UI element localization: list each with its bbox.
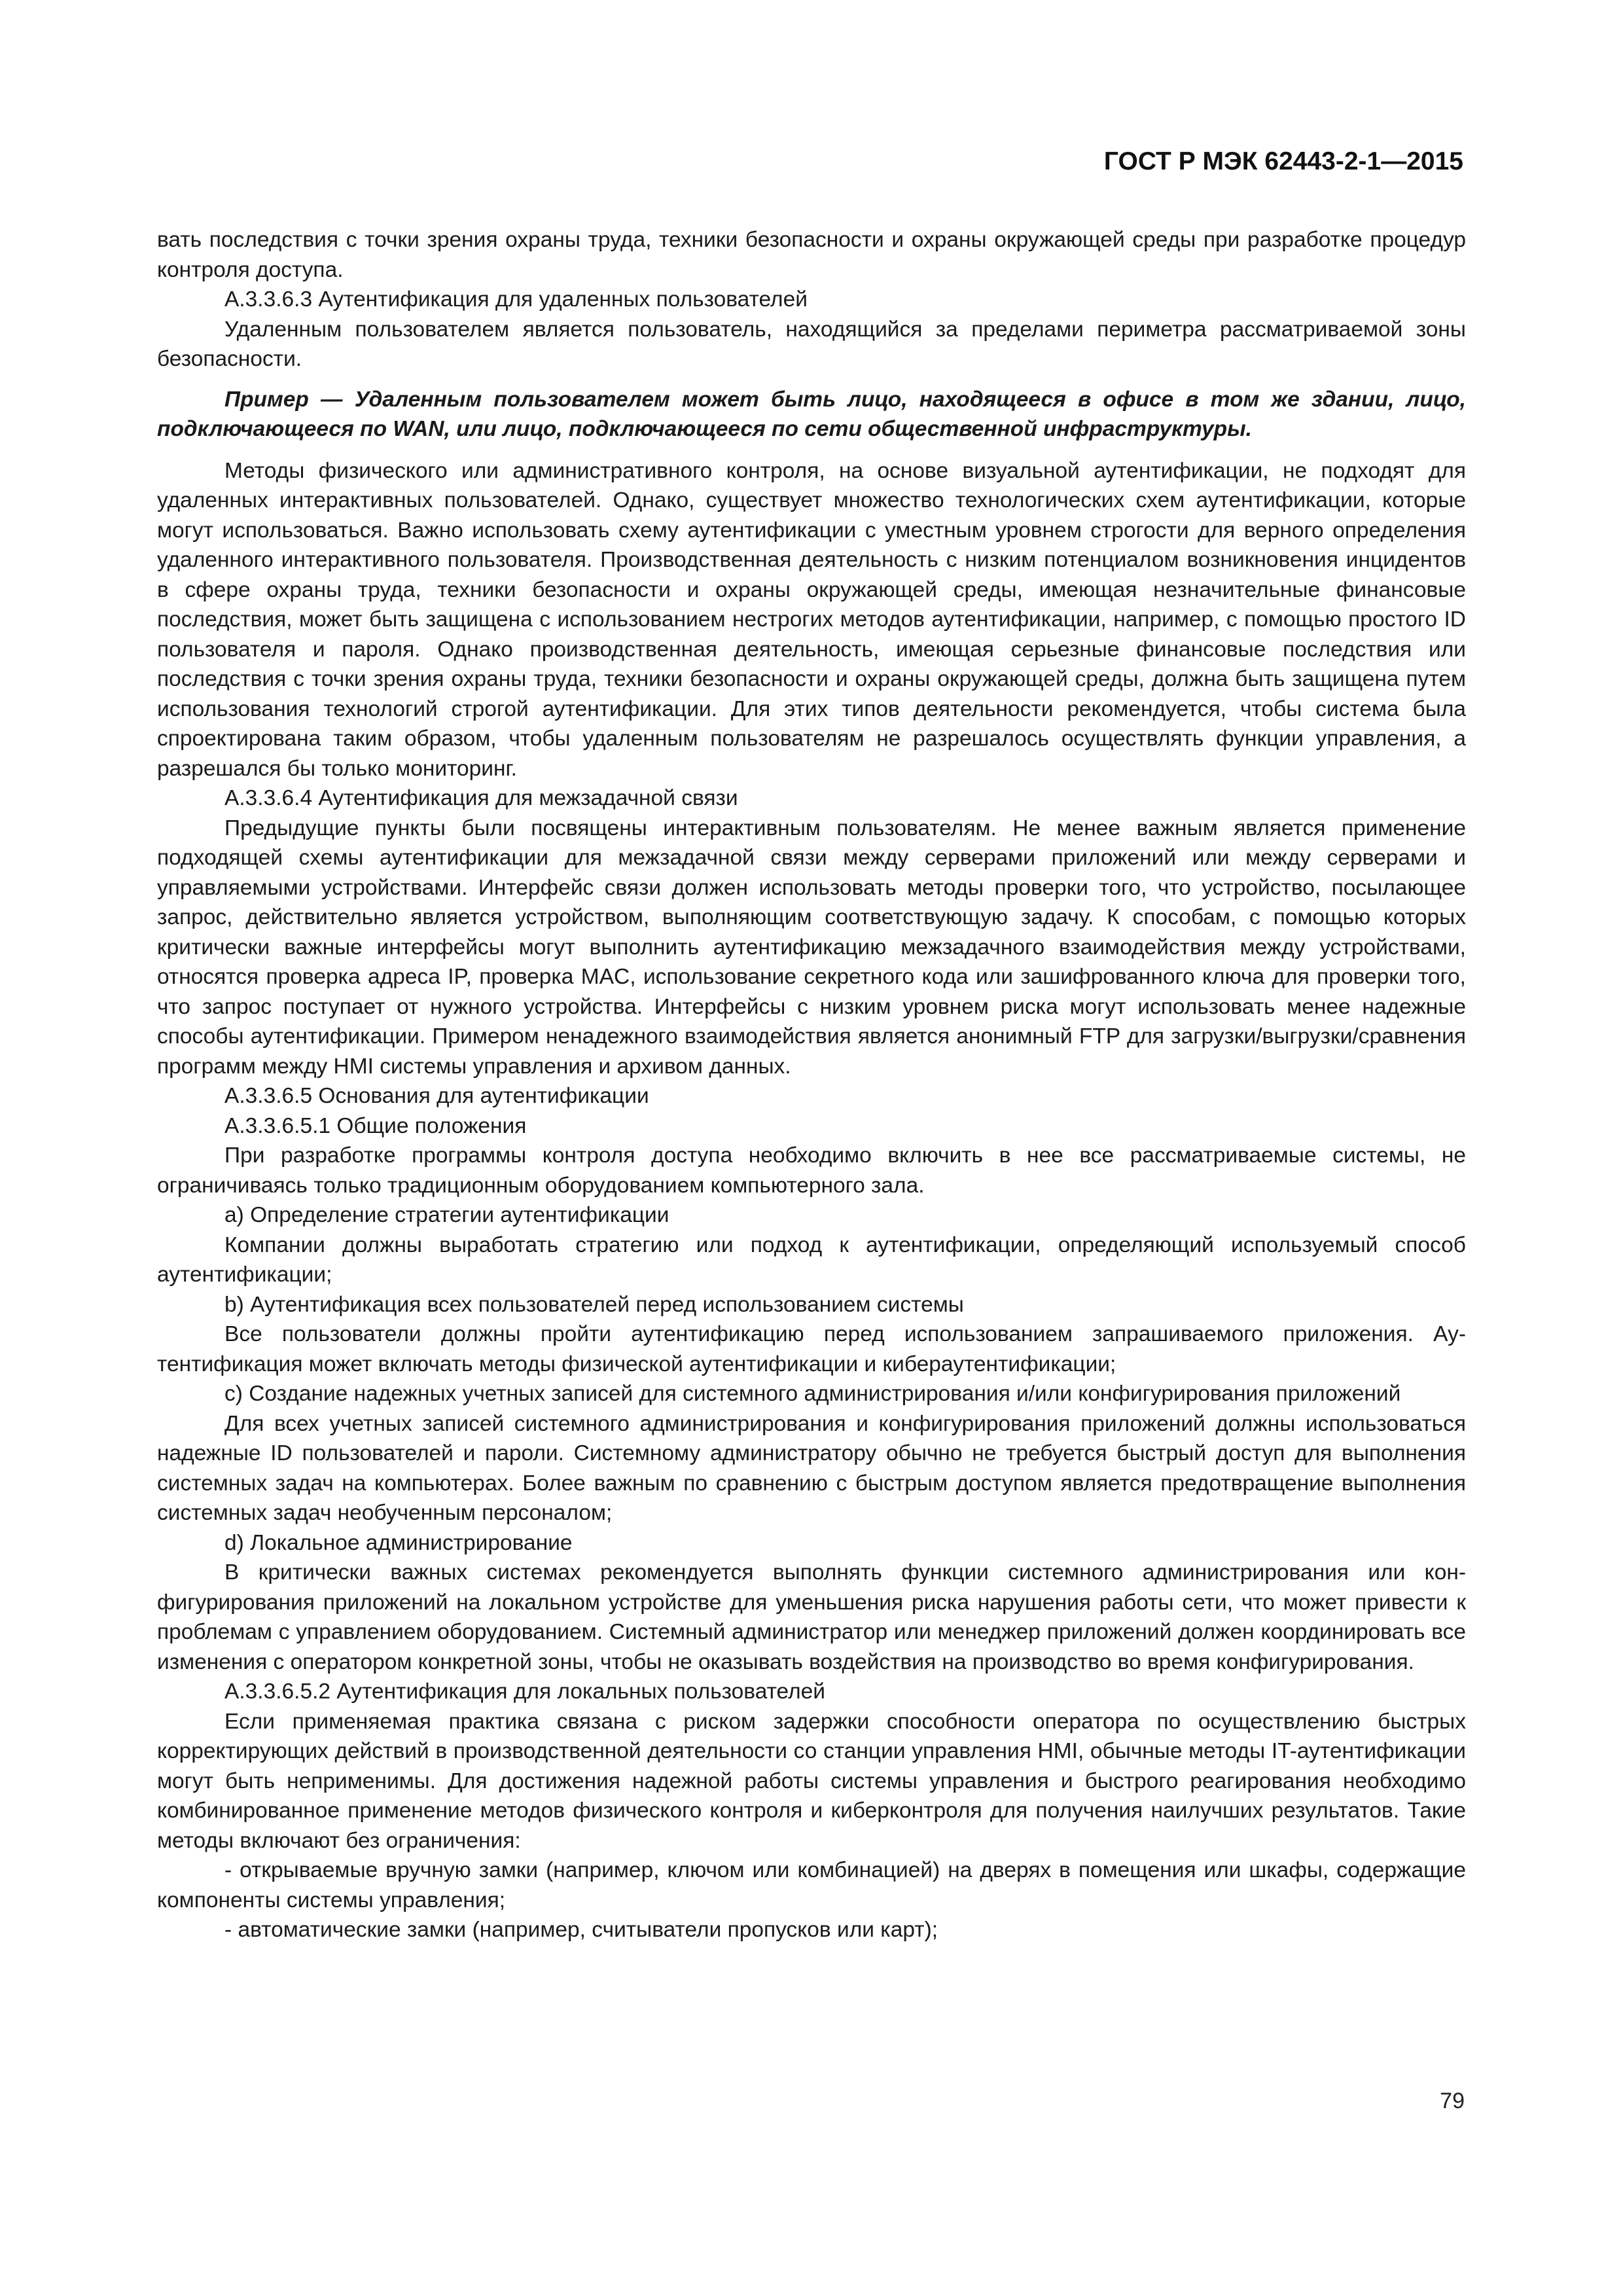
bullet-item: - автоматические замки (например, считыватели пропусков или карт); — [224, 1918, 938, 1942]
list-item-heading: b) Аутентификация всех пользователей перед использованием системы — [224, 1292, 964, 1317]
paragraph: В критически важных системах рекомендуется выполнять функции системного администрирования или конфигурирования приложений на локальном устройстве для уменьшения риска нарушения работы сети, что может привести к проблемам с управлением оборудованием. Системный администратор или менеджер приложений должен координировать все изменения с оператором конкретной зоны, чтобы не оказывать воздействия на производство во время конфигурирования. — [157, 1560, 1466, 1674]
paragraph: вать последствия с точки зрения охраны труда, техники безопасности и охраны окружающей среды при разработке процедур контроля доступа. — [157, 228, 1466, 282]
section-heading: А.3.3.6.5.2 Аутентификация для локальных пользователей — [224, 1679, 825, 1704]
section-heading: А.3.3.6.4 Аутентификация для межзадачной связи — [224, 786, 738, 810]
section-heading: А.3.3.6.3 Аутентификация для удаленных пользователей — [224, 287, 808, 312]
example-note: Пример — Удаленным пользователем может быть лицо, находящееся в офисе в том же здании, лицо, подключающееся по WAN, или лицо, подключающееся по сети общественной инфраструктуры. — [157, 387, 1466, 441]
list-item-heading: c) Создание надежных учетных записей для системного администрирования и/или конфигурирования приложений — [224, 1382, 1401, 1406]
paragraph: Компании должны выработать стратегию или подход к аутентификации, определяющий используемый способ аутентификации; — [157, 1232, 1466, 1287]
paragraph: Для всех учетных записей системного администрирования и конфигурирования приложений должны использоваться надежные ID пользователей и пароли. Системному администратору обычно не требуется быстрый доступ для выполнения системных задач на компьютерах. Более важным по сравнению с быстрым доступом является предотвращение выполнения системных задач необученным персоналом; — [157, 1411, 1466, 1525]
section-heading: А.3.3.6.5 Основания для аутентификации — [224, 1084, 649, 1108]
page-number: 79 — [1440, 2089, 1465, 2113]
paragraph: Методы физического или административного контроля, на основе визуальной аутентификации, не подходят для удаленных интерактивных пользователей. Однако, существует множество технологических схем аутентификации, которые могут использоваться. Важно использовать схему аутентификации с уместным уровнем строгости для верного определения удаленного интерактивного пользователя. Производственная деятельность с низким потенциалом возникновения инцидентов в сфере охраны труда, техники безопасности и охраны окружающей среды, имеющая незначительные финансовые последствия, может быть защищена с использованием нестрогих методов аутентификации, например, с помощью простого ID пользователя и пароля. Однако производственная деятельность, имеющая серьезные финансовые последствия или последствия с точки зрения охраны труда, техники безопасности и охраны окружающей среды, должна быть защищена путем использования технологий строгой аутентификации. Для этих типов деятельности рекомендуется, чтобы система была спроектирована таким образом, чтобы удаленным пользователям не разрешалось осуществлять функции управления, а разрешался бы только мониторинг. — [157, 458, 1466, 781]
paragraph: Удаленным пользователем является пользователь, находящийся за пределами периметра рассматриваемой зоны безопасности. — [157, 317, 1466, 371]
list-item-heading: а) Определение стратегии аутентификации — [224, 1203, 669, 1227]
paragraph: Предыдущие пункты были посвящены интерактивным пользователям. Не менее важным является применение подходящей схемы аутентификации для межзадачной связи между серверами приложений или между серверами и управляемыми устройствами. Интерфейс связи должен использовать методы проверки того, что устройство, посылающее запрос, действительно является устройством, выполняющим соответствующую задачу. К способам, с помощью которых критически важные интерфейсы могут выполнить аутентификацию межзадачного взаимодействия между устройствами, относятся проверка адреса IP, проверка MAC, использование секретного кода или зашифрованного ключа для проверки того, что запрос поступает от нужного устройства. Интерфейсы с низким уровнем риска могут использовать менее надежные способы аутентификации. Примером ненадежного взаимодействия является анонимный FTP для загрузки/выгрузки/сравнения программ между HMI системы управления и архивом данных. — [157, 816, 1466, 1079]
body-text — [157, 225, 1466, 1945]
paragraph: Все пользователи должны пройти аутентификацию перед использованием запрашиваемого приложения. Аутентификация может включать методы физической аутентификации и кибераутентификации; — [157, 1322, 1466, 1376]
section-heading: А.3.3.6.5.1 Общие положения — [224, 1113, 527, 1138]
bullet-item: - открываемые вручную замки (например, ключом или комбинацией) на дверях в помещения или шкафы, содержащие компоненты системы управления; — [157, 1858, 1466, 1912]
list-item-heading: d) Локальное администрирование — [224, 1530, 573, 1555]
paragraph: При разработке программы контроля доступа необходимо включить в нее все рассматриваемые системы, не ограничиваясь только традиционным оборудованием компьютерного зала. — [157, 1143, 1466, 1198]
standard-header: ГОСТ Р МЭК 62443-2-1—2015 — [1103, 147, 1463, 175]
paragraph: Если применяемая практика связана с риском задержки способности оператора по осуществлению быстрых корректирующих действий в производственной деятельности со станции управления HMI, обычные методы IT-аутентификации могут быть неприменимы. Для достижения надежной работы системы управления и быстрого реагирования необходимо комбинированное применение методов физического контроля и киберконтроля для получения наилучших результатов. Такие методы включают без ограничения: — [157, 1709, 1466, 1853]
